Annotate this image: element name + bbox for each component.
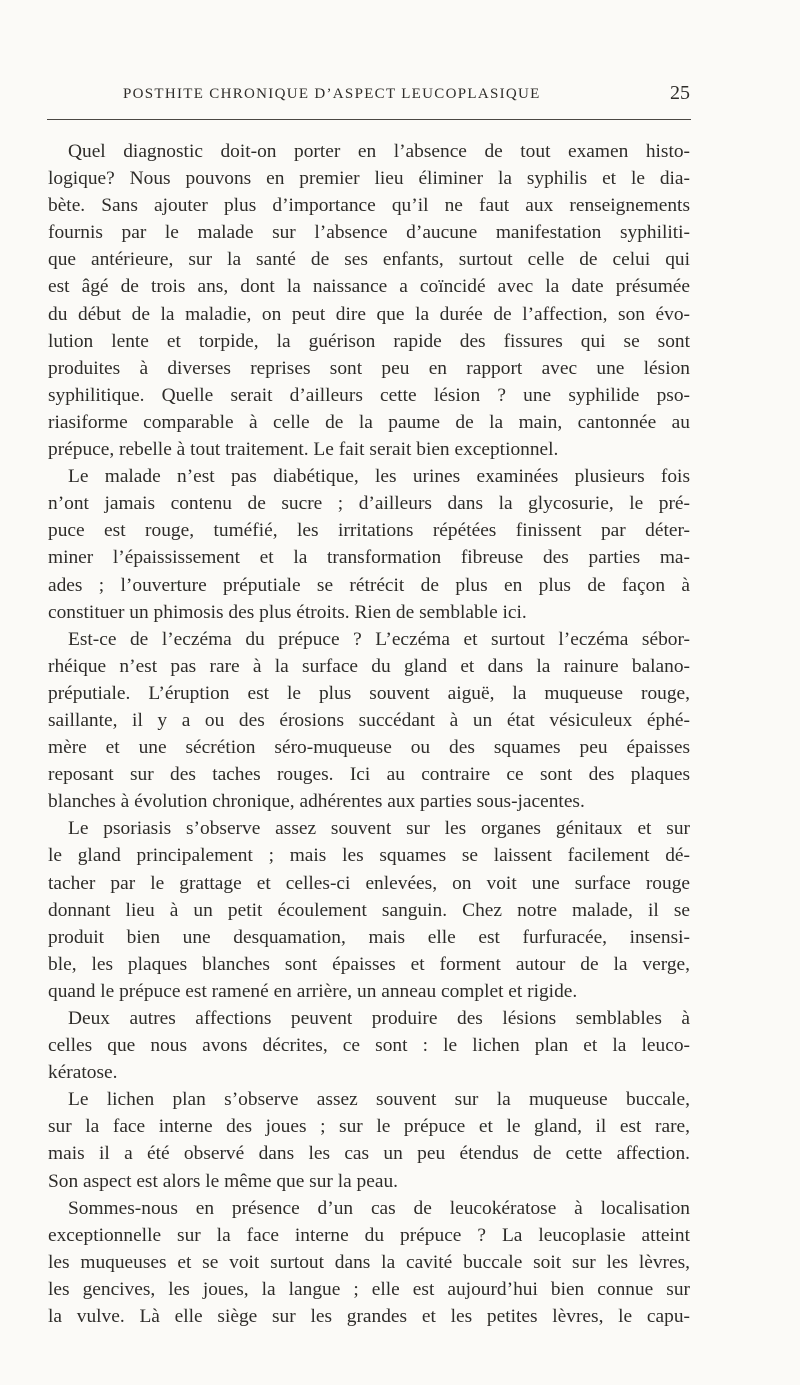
text-line: puce est rouge, tuméfié, les irritations répétées finissent par déter- <box>48 520 690 542</box>
text-line: blanches à évolution chronique, adhérentes aux parties sous-jacentes. <box>48 791 585 813</box>
text-line: lution lente et torpide, la guérison rapide des fissures qui se sont <box>48 330 690 352</box>
text-line: syphilitique. Quelle serait d’ailleurs cette lésion ? une syphilide pso- <box>48 384 690 406</box>
text-line: est âgé de trois ans, dont la naissance a coïncidé avec la date présumée <box>48 276 690 298</box>
text-line: reposant sur des taches rouges. Ici au contraire ce sont des plaques <box>48 764 690 786</box>
text-line: n’ont jamais contenu de sucre ; d’ailleurs dans la glycosurie, le pré- <box>48 493 690 515</box>
text-line: miner l’épaississement et la transformation fibreuse des parties ma- <box>48 547 690 569</box>
text-line: Le lichen plan s’observe assez souvent sur la muqueuse buccale, <box>68 1089 690 1111</box>
text-line: Quel diagnostic doit-on porter en l’absence de tout examen histo- <box>68 141 690 162</box>
running-title: POSTHITE CHRONIQUE D’ASPECT LEUCOPLASIQUE <box>123 86 541 102</box>
text-line: les muqueuses et se voit surtout dans la cavité buccale soit sur les lèvres, <box>48 1251 690 1273</box>
text-line: Le psoriasis s’observe assez souvent sur les organes génitaux et sur <box>68 818 690 840</box>
text-line: celles que nous avons décrites, ce sont : le lichen plan et la leuco- <box>48 1035 690 1057</box>
text-line: riasiforme comparable à celle de la paume de la main, cantonnée au <box>48 411 690 433</box>
text-line: préputiale. L’éruption est le plus souvent aiguë, la muqueuse rouge, <box>48 682 690 704</box>
text-line: bète. Sans ajouter plus d’importance qu’il ne faut aux renseignements <box>48 195 690 217</box>
text-line: que antérieure, sur la santé de ses enfants, surtout celle de celui qui <box>48 249 690 271</box>
text-line: tacher par le grattage et celles-ci enlevées, on voit une surface rouge <box>48 872 690 894</box>
header-rule <box>47 119 691 120</box>
text-line: ble, les plaques blanches sont épaisses et forment autour de la verge, <box>48 953 690 975</box>
text-line: mais il a été observé dans les cas un peu étendus de cette affection. <box>48 1143 690 1165</box>
text-line: du début de la maladie, on peut dire que la durée de l’affection, son évo- <box>48 303 690 325</box>
text-line: saillante, il y a ou des érosions succédant à un état vésiculeux éphé- <box>48 709 690 731</box>
text-line: logique? Nous pouvons en premier lieu éliminer la syphilis et le dia- <box>48 168 690 190</box>
body-text <box>48 138 690 1330</box>
text-line: sur la face interne des joues ; sur le prépuce et le gland, il est rare, <box>48 1116 690 1138</box>
text-line: Sommes-nous en présence d’un cas de leucokératose à localisation <box>68 1197 690 1219</box>
text-line: mère et une sécrétion séro-muqueuse ou des squames peu épaisses <box>48 737 690 759</box>
text-line: Le malade n’est pas diabétique, les urines examinées plusieurs fois <box>68 466 690 488</box>
text-line: rhéique n’est pas rare à la surface du gland et dans la rainure balano- <box>48 655 690 677</box>
page-header <box>48 80 690 110</box>
page-number: 25 <box>670 82 690 104</box>
text-line: le gland principalement ; mais les squames se laissent facilement dé- <box>48 845 690 867</box>
text-line: la vulve. Là elle siège sur les grandes et les petites lèvres, le capu- <box>48 1306 690 1328</box>
text-line: prépuce, rebelle à tout traitement. Le fait serait bien exceptionnel. <box>48 439 559 461</box>
text-line: exceptionnelle sur la face interne du prépuce ? La leucoplasie atteint <box>48 1224 690 1246</box>
text-line: Deux autres affections peuvent produire des lésions semblables à <box>68 1008 690 1029</box>
text-line: produites à diverses reprises sont peu en rapport avec une lésion <box>48 357 690 379</box>
text-line: donnant lieu à un petit écoulement sanguin. Chez notre malade, il se <box>48 899 690 921</box>
text-line: kératose. <box>48 1062 118 1084</box>
text-line: Son aspect est alors le même que sur la peau. <box>48 1170 398 1192</box>
text-line: constituer un phimosis des plus étroits. Rien de semblable ici. <box>48 601 527 623</box>
text-line: fournis par le malade sur l’absence d’aucune manifestation syphiliti- <box>48 222 690 244</box>
text-line: ades ; l’ouverture préputiale se rétrécit de plus en plus de façon à <box>48 574 690 596</box>
text-line: quand le prépuce est ramené en arrière, un anneau complet et rigide. <box>48 980 578 1002</box>
text-line: les gencives, les joues, la langue ; elle est aujourd’hui bien connue sur <box>48 1278 690 1300</box>
text-line: Est-ce de l’eczéma du prépuce ? L’eczéma et surtout l’eczéma sébor- <box>68 628 690 650</box>
text-line: produit bien une desquamation, mais elle est furfuracée, insensi- <box>48 926 690 948</box>
